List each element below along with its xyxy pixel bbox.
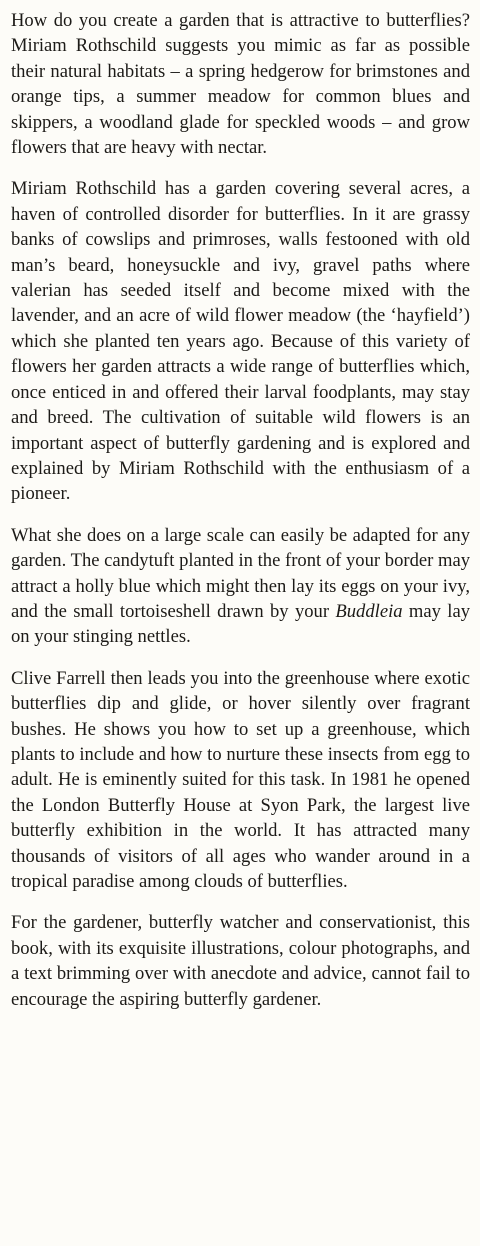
buddleia-italic-term: Buddleia — [335, 600, 403, 622]
paragraph-greenhouse: Clive Farrell then leads you into the greenhouse where exotic butterflies dip and glide, or hover silently over fragrant bushes. He shows you how to set up a greenhouse, which plants to include and how to nurture these insects from egg to adult. He is eminently suited for this task. In 1981 he opened the London Butterfly House at Syon Park, the largest live butterfly exhibition in the world. It has attracted many thousands of visitors of all ages who wander around in a tropical paradise among clouds of butterflies. — [11, 667, 470, 892]
paragraph-any-garden-text-before: What she does on a large scale can easily be adapted for any garden. The candytuft planted in the front of your border may attract a holly blue which might then lay its eggs on your ivy, and the small tortoiseshell drawn by your — [11, 524, 470, 622]
paragraph-garden-habitats: How do you create a garden that is attractive to butterflies? Miriam Rothschild suggests you mimic as far as possible their natural habitats – a spring hedgerow for brimstones and orange tips, a summer meadow for common blues and skippers, a woodland glade for speckled woods – and grow flowers that are heavy with nectar. — [11, 10, 470, 159]
paragraph-rothschild-garden: Miriam Rothschild has a garden covering several acres, a haven of controlled disorder for butterflies. In it are grassy banks of cowslips and primroses, walls festooned with old man’s beard, honeysuckle and ivy, gravel paths where valerian has seeded itself and become mixed with the lavender, and an acre of wild flower meadow (the ‘hayfield’) which she planted ten years ago. Because of this variety of flowers her garden attracts a wide range of butterflies which, once enticed in and offered their larval foodplants, may stay and breed. The cultivation of suitable wild flowers is an important aspect of butterfly gardening and is explored and explained by Miriam Rothschild with the enthusiasm of a pioneer. — [11, 178, 470, 505]
paragraph-conclusion: For the gardener, butterfly watcher and conservationist, this book, with its exquisite illustrations, colour photographs, and a text brimming over with anecdote and advice, cannot fail to encourage the aspiring butterfly gardener. — [11, 912, 470, 1010]
paragraph-any-garden — [11, 523, 470, 650]
paragraph-any-garden-text-after: may lay on your stinging nettles. — [11, 600, 470, 648]
